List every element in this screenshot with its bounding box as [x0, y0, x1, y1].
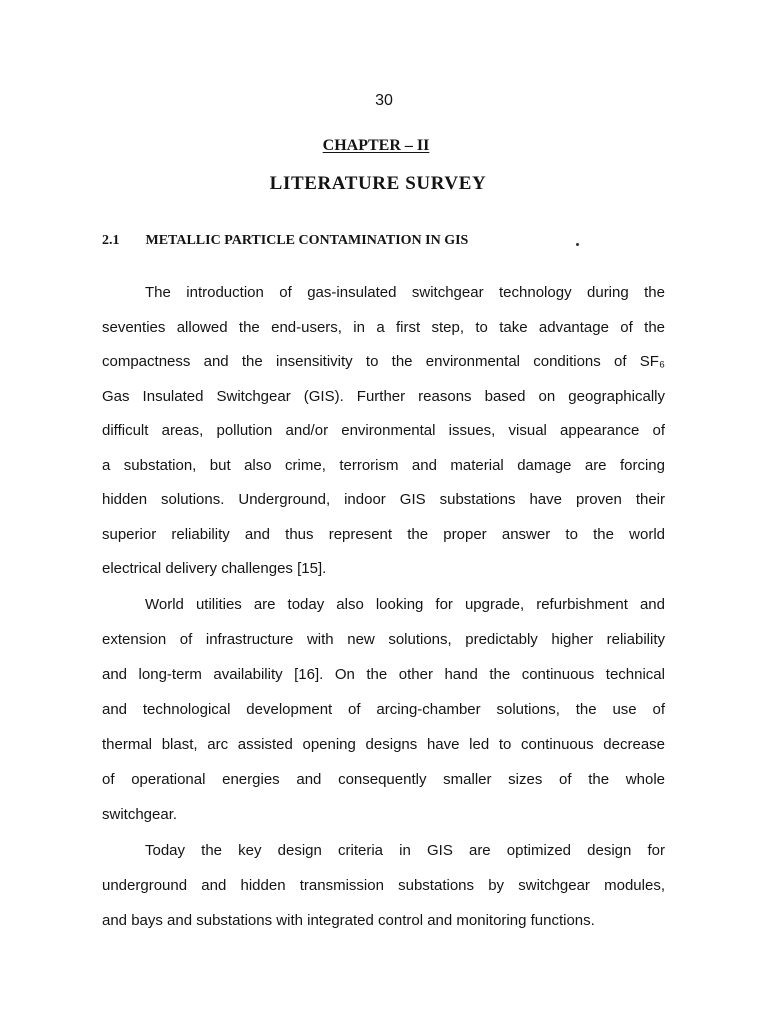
paragraph-line: Gas Insulated Switchgear (GIS). Further reasons based on geographically [102, 387, 665, 405]
paragraph-line: superior reliability and thus represent the proper answer to the world [102, 525, 665, 543]
paragraph-line: thermal blast, arc assisted opening designs have led to continuous decrease [102, 736, 665, 753]
paragraph-line: electrical delivery challenges [15]. [102, 560, 327, 577]
paragraph-line: of operational energies and consequently smaller sizes of the whole [102, 771, 665, 788]
page-number: 30 [375, 92, 393, 109]
paragraph-line: and bays and substations with integrated control and monitoring functions. [102, 912, 595, 929]
scan-speck [576, 243, 579, 246]
section-number: 2.1 [102, 233, 120, 248]
chapter-title: LITERATURE SURVEY [269, 173, 487, 194]
paragraph-line: The introduction of gas-insulated switchgear technology during the [145, 284, 665, 301]
paragraph-line: switchgear. [102, 806, 178, 823]
paragraph-line: difficult areas, pollution and/or environmental issues, visual appearance of [102, 422, 665, 439]
paragraph-line: and long-term availability [16]. On the other hand the continuous technical [102, 666, 665, 683]
paragraph-line: and technological development of arcing-chamber solutions, the use of [102, 701, 665, 718]
paragraph-line: Today the key design criteria in GIS are optimized design for [145, 842, 665, 859]
paragraph-line: seventies allowed the end-users, in a first step, to take advantage of the [102, 318, 665, 336]
paragraph-line: World utilities are today also looking for upgrade, refurbishment and [145, 596, 665, 613]
paragraph-line: hidden solutions. Underground, indoor GIS substations have proven their [102, 491, 665, 508]
chapter-label: CHAPTER – II [322, 137, 430, 154]
paragraph-line: compactness and the insensitivity to the environmental conditions of SF₆ [102, 353, 665, 370]
section-title: METALLIC PARTICLE CONTAMINATION IN GIS [145, 233, 469, 248]
paragraph-line: underground and hidden transmission substations by switchgear modules, [102, 877, 665, 894]
section-heading [102, 233, 468, 249]
paragraph-line: extension of infrastructure with new solutions, predictably higher reliability [102, 631, 665, 648]
paragraph-line: a substation, but also crime, terrorism and material damage are forcing [102, 456, 665, 474]
